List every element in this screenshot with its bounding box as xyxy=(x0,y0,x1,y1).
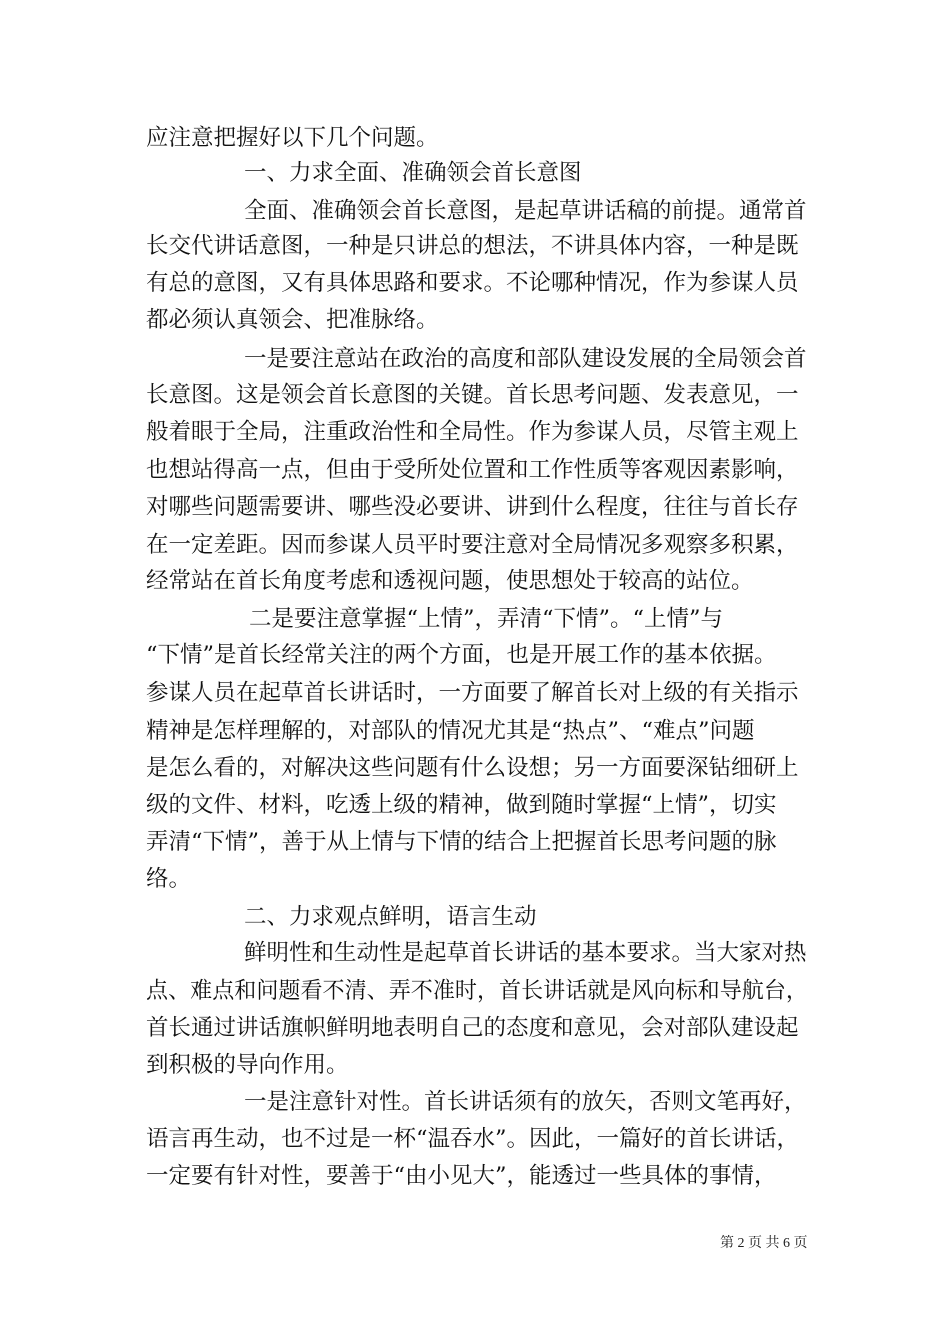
text-line: 是怎么看的，对解决这些问题有什么设想；另一方面要深钻细研上 xyxy=(146,755,799,781)
text-line: 二是要注意掌握“上情”，弄清“下情”。“上情”与 xyxy=(249,606,724,632)
text-line: 一是注意针对性。首长讲话须有的放矢，否则文笔再好， xyxy=(244,1089,807,1115)
text-line: 在一定差距。因而参谋人员平时要注意对全局情况多观察多积累， xyxy=(146,532,799,558)
text-line: 对哪些问题需要讲、哪些没必要讲、讲到什么程度，往往与首长存 xyxy=(146,494,799,520)
text-line: 一是要注意站在政治的高度和部队建设发展的全局领会首 xyxy=(244,346,807,372)
text-line: 络。 xyxy=(146,866,192,892)
text-line: 鲜明性和生动性是起草首长讲话的基本要求。当大家对热 xyxy=(244,940,807,966)
text-line: “下情”是首长经常关注的两个方面，也是开展工作的基本依据。 xyxy=(146,642,777,668)
text-line: 语言再生动，也不过是一杯“温吞水”。因此，一篇好的首长讲话， xyxy=(146,1126,800,1152)
text-line: 长意图。这是领会首长意图的关键。首长思考问题、发表意见，一 xyxy=(146,382,799,408)
section-heading: 一、力求全面、准确领会首长意图 xyxy=(244,160,582,186)
text-line: 应注意把握好以下几个问题。 xyxy=(146,125,439,151)
text-line: 都必须认真领会、把准脉络。 xyxy=(146,307,439,333)
text-line: 有总的意图，又有具体思路和要求。不论哪种情况，作为参谋人员 xyxy=(146,270,799,296)
text-line: 般着眼于全局，注重政治性和全局性。作为参谋人员，尽管主观上 xyxy=(146,419,799,445)
section-heading: 二、力求观点鲜明，语言生动 xyxy=(244,904,537,930)
text-line: 首长通过讲话旗帜鲜明地表明自己的态度和意见，会对部队建设起 xyxy=(146,1015,799,1041)
text-line: 精神是怎样理解的，对部队的情况尤其是“热点”、“难点”问题 xyxy=(146,718,755,744)
text-line: 点、难点和问题看不清、弄不准时，首长讲话就是风向标和导航台， xyxy=(146,978,808,1004)
text-line: 长交代讲话意图，一种是只讲总的想法，不讲具体内容，一种是既 xyxy=(146,233,799,259)
text-line: 参谋人员在起草首长讲话时，一方面要了解首长对上级的有关指示 xyxy=(146,680,799,706)
text-line: 也想站得高一点，但由于受所处位置和工作性质等客观因素影响， xyxy=(146,457,799,483)
text-line: 到积极的导向作用。 xyxy=(146,1052,349,1078)
text-line: 经常站在首长角度考虑和透视问题，使思想处于较高的站位。 xyxy=(146,568,754,594)
text-line: 弄清“下情”，善于从上情与下情的结合上把握首长思考问题的脉 xyxy=(146,829,777,855)
text-line: 一定要有针对性，要善于“由小见大”，能透过一些具体的事情， xyxy=(146,1163,777,1189)
text-line: 级的文件、材料，吃透上级的精神，做到随时掌握“上情”，切实 xyxy=(146,792,777,818)
page-number-footer: 第 2 页 共 6 页 xyxy=(720,1236,808,1251)
text-line: 全面、准确领会首长意图，是起草讲话稿的前提。通常首 xyxy=(244,198,807,224)
